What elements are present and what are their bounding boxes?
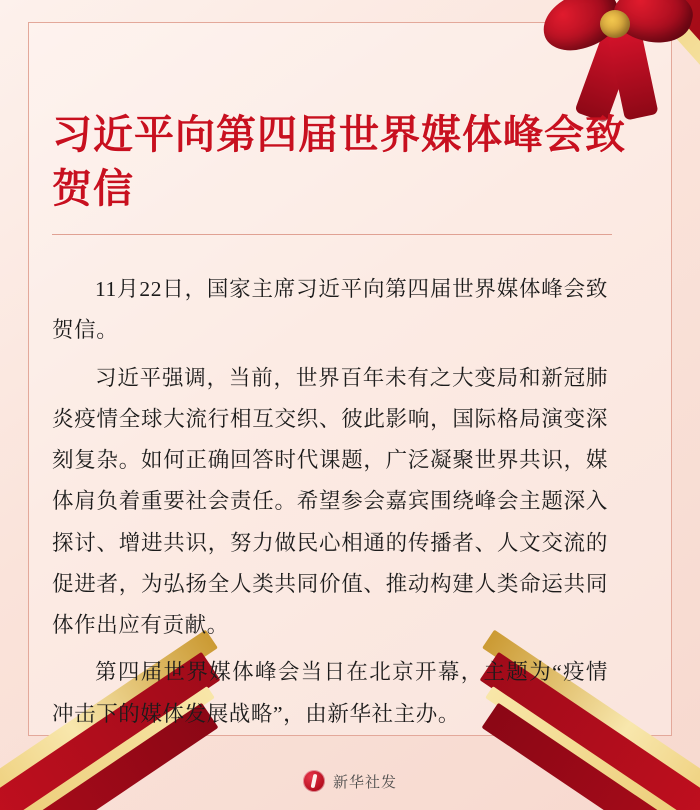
title-divider xyxy=(52,234,612,235)
paragraph: 11月22日，国家主席习近平向第四届世界媒体峰会致贺信。 xyxy=(52,277,608,343)
paragraph: 习近平强调，当前，世界百年未有之大变局和新冠肺炎疫情全球大流行相互交织、彼此影响，国际格局演变深刻复杂。如何正确回答时代课题，广泛凝聚世界共识，媒体肩负着重要社会责任。希望参会嘉宾围绕峰会主题深入探讨、增进共识，努力做民心相通的传播者、人文交流的促进者，为弘扬全人类共同价值、推动构建人类命运共同体作出应有贡献。 xyxy=(52,365,608,638)
xinhua-emblem-icon xyxy=(303,770,325,792)
bow-tail-icon xyxy=(607,29,658,120)
bow-knot-icon xyxy=(600,10,630,38)
footer-credit xyxy=(0,770,700,792)
bow-icon xyxy=(542,0,692,78)
paragraph: 第四届世界媒体峰会当日在北京开幕，主题为“疫情冲击下的媒体发展战略”，由新华社主办。 xyxy=(52,660,608,726)
page-title: 习近平向第四届世界媒体峰会致贺信 xyxy=(52,112,626,211)
poster-content xyxy=(52,108,648,741)
footer-credit-label: 新华社发 xyxy=(332,773,397,791)
article-body xyxy=(52,269,648,735)
